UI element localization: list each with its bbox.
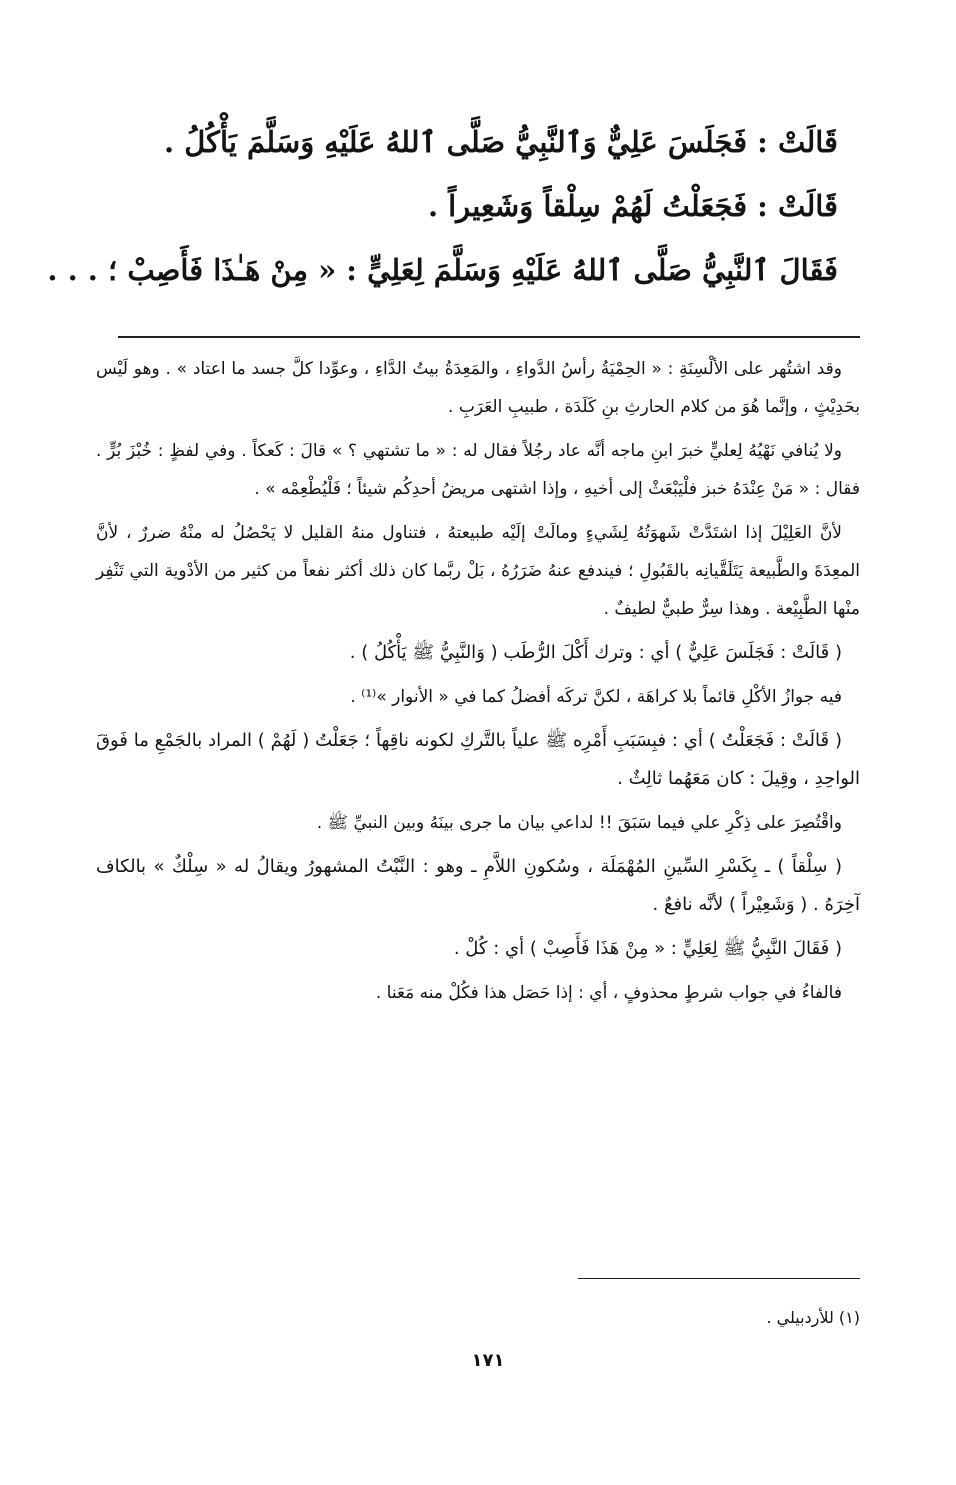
- footnote: (١) للأردبيلي .: [766, 1308, 860, 1327]
- commentary-paragraph: لأنَّ العَلِيْلَ إذا اشتَدَّتْ شَهوَتُهُ لِشَيءٍ ومالَتْ إلَيْه طبيعتهُ ، فتناول منهُ القليل لا يَحْصُلُ له منْهُ ضررٌ ، لأنَّ المعِدَةَ والطَّبيعة يَتَلَقَّيانِه بالقَبُولِ ؛ فيندفع عنهُ ضَرَرُهُ ، بَلْ ربَّما كان ذلك أكثر نفعاً من كثير من الأدْوية التي تَنْفِر منْها الطَّبِيْعة . وهذا سِرٌّ طبيٌّ لطيفٌ .: [96, 523, 860, 619]
- commentary-paragraph: ( فَقَالَ النَّبِيُّ ﷺ لِعَلِيٍّ : « مِنْ هَذَا فَأَصِبْ ) أي : كُلْ .: [453, 938, 842, 959]
- commentary-paragraph: واقْتُصِرَ على ذِكْرِ علي فيما سَبَقَ !! لداعي بيان ما جرى بينَهُ وبين النبيِّ ﷺ .: [316, 813, 842, 833]
- commentary-paragraph: ( قَالَتْ : فَجَلَسَ عَلِيٌّ ) أي : وترك أَكْلَ الرُّطَب ( وَالنَّبِيُّ ﷺ يَأْكُلُ ) .: [349, 642, 842, 663]
- footnote-divider: [578, 1278, 860, 1279]
- commentary-paragraph: ( قَالَتْ : فَجَعَلْتُ ) أي : فبِسَبَبِ أَمْرِه ﷺ علياً بالتَّركِ لكونه ناقِهاً ؛ جَعَلْتُ ( لَهُمْ ) المراد بالجَمْعِ ما فَوقَ الواحِدِ ، وقِيلَ : كان مَعَهُما ثالِثٌ .: [96, 730, 860, 789]
- hadith-text-block: [47, 110, 838, 302]
- commentary-paragraph: وقد اشتُهر على الألْسِنَةِ : « الحِمْيَةُ رأسُ الدَّواءِ ، والمَعِدَةُ بيتُ الدَّاءِ ، وعوِّدا كلَّ جسد ما اعتاد » . وهو لَيْس بحَدِيْثٍ ، وإنَّما هُوَ من كلام الحارثِ بنِ كَلَدَة ، طبيبِ العَرَبِ .: [96, 359, 860, 417]
- section-divider: [118, 336, 860, 338]
- hadith-line: قَالَتْ : فَجَلَسَ عَلِيٌّ وَٱلنَّبِيُّ صَلَّى ٱللهُ عَلَيْهِ وَسَلَّمَ يَأْكُلُ .: [164, 125, 838, 159]
- commentary-block: [96, 350, 860, 1018]
- commentary-paragraph: فيه جوازُ الأكْلِ قائماً بلا كراهَة ، لكنَّ تركَه أفضلُ كما في « الأنوار »⁽¹⁾ .: [350, 687, 842, 707]
- commentary-paragraph: ( سِلْقاً ) ـ بِكَسْرِ السِّينِ المُهْمَلَة ، وسُكونِ اللاَّمِ ـ وهو : النَّبْتُ المشهورُ ويقالُ له « سِلْكٌ » بالكاف آخِرَهُ . ( وَشَعِيْراً ) لأنَّه نافعٌ .: [96, 856, 860, 915]
- hadith-line: قَالَتْ : فَجَعَلْتُ لَهُمْ سِلْقاً وَشَعِيراً .: [427, 189, 838, 223]
- page-number: ١٧١: [471, 1350, 505, 1371]
- commentary-paragraph: فالفاءُ في جواب شرطٍ محذوفٍ ، أي : إذا حَصَل هذا فكُلْ منه مَعَنا .: [375, 983, 842, 1003]
- commentary-paragraph: ولا يُنافي نَهْيُهُ لِعليٍّ خبرَ ابنِ ماجه أنَّه عاد رجُلاً فقال له : « ما تشتهي ؟ » قالَ : كَعكاً . وفي لفظٍ : خُبْزَ بُرٍّ . فقال : « مَنْ عِنْدَهُ خبز فلْيَبْعَثْ إلى أخيهِ ، وإذا اشتهى مريضُ أحدِكُم شيئاً ؛ فَلْيُطْعِمْه » .: [96, 441, 860, 499]
- hadith-line: فَقَالَ ٱلنَّبِيُّ صَلَّى ٱللهُ عَلَيْهِ وَسَلَّمَ لِعَلِيٍّ : « مِنْ هَـٰذَا فَأَصِبْ ؛ . . .: [47, 253, 838, 287]
